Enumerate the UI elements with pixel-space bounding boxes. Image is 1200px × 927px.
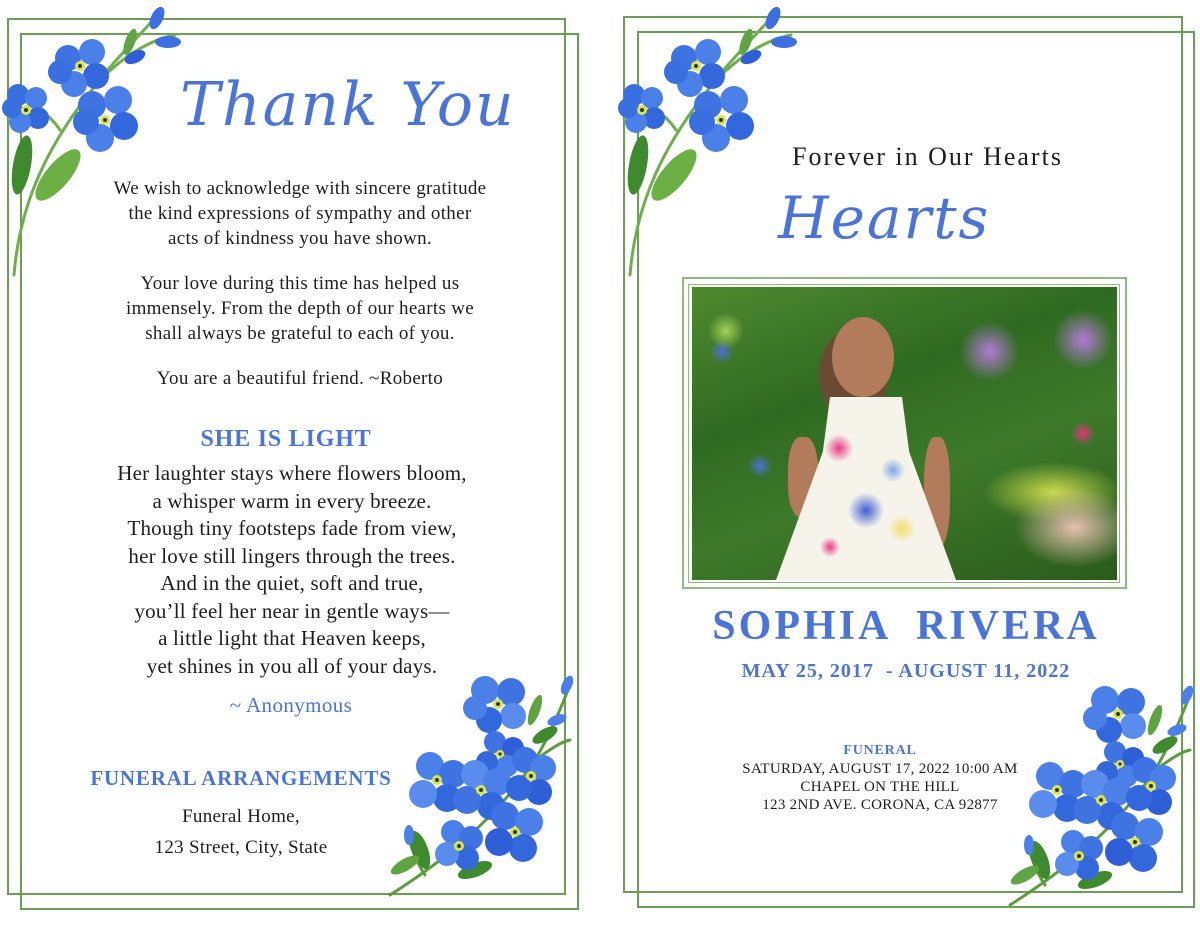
deceased-name: SOPHIA RIVERA [712,603,1100,649]
text-line: acts of kindness you have shown. [168,228,432,249]
poem-line: you’ll feel her near in gentle ways— [134,598,450,623]
flower-cluster-icon [385,670,585,910]
text-line: Your love during this time has helped us [140,273,460,294]
service-heading: FUNERAL [843,743,917,758]
poem-line: her love still lingers through the trees. [128,543,456,568]
photo-face [832,317,894,397]
poem-body [0,460,584,680]
thank-you-title: Thank You [180,70,516,140]
memorial-photo [692,287,1117,580]
poem-line: Though tiny footsteps fade from view, [127,516,457,540]
poem-line: a little light that Heaven keeps, [158,626,426,650]
forget-me-not-3 [73,86,138,152]
arrangements-heading: FUNERAL ARRANGEMENTS [90,766,392,790]
poem-line: a whisper warm in every breeze. [152,488,432,513]
life-dates: MAY 25, 2017 - AUGUST 11, 2022 [741,660,1071,682]
forget-me-not-2 [2,84,49,133]
service-details [720,742,1040,814]
service-datetime: SATURDAY, AUGUST 17, 2022 10:00 AM [742,761,1018,777]
arrangements-line-2: 123 Street, City, State [154,837,328,858]
text-line: immensely. From the depth of our hearts we [125,298,474,319]
service-venue: CHAPEL ON THE HILL [800,779,960,795]
poem-title: SHE IS LIGHT [200,426,372,452]
flower-cluster-icon [1005,680,1200,920]
memorial-cover-panel [600,0,1200,927]
service-address: 123 2ND AVE. CORONA, CA 92877 [762,797,998,813]
forget-me-not-1 [48,39,109,97]
love-paragraph [40,271,560,346]
poem-attribution: ~ Anonymous [229,693,353,717]
subtitle: Forever in Our Hearts [792,142,1063,171]
poem-line: Her laughter stays where flowers bloom, [117,461,467,485]
arrangements-line-1: Funeral Home, [182,806,300,827]
hearts-script: Hearts [778,184,991,252]
text-line: We wish to acknowledge with sincere gratitude [113,178,487,199]
text-line: shall always be grateful to each of you. [145,323,455,344]
poem-line: yet shines in you all of your days. [146,653,438,678]
poem-line: And in the quiet, soft and true, [160,571,424,595]
acknowledgement-paragraph [40,176,560,251]
text-line: the kind expressions of sympathy and other [128,203,472,224]
friend-line: You are a beautiful friend. ~Roberto [156,368,444,389]
